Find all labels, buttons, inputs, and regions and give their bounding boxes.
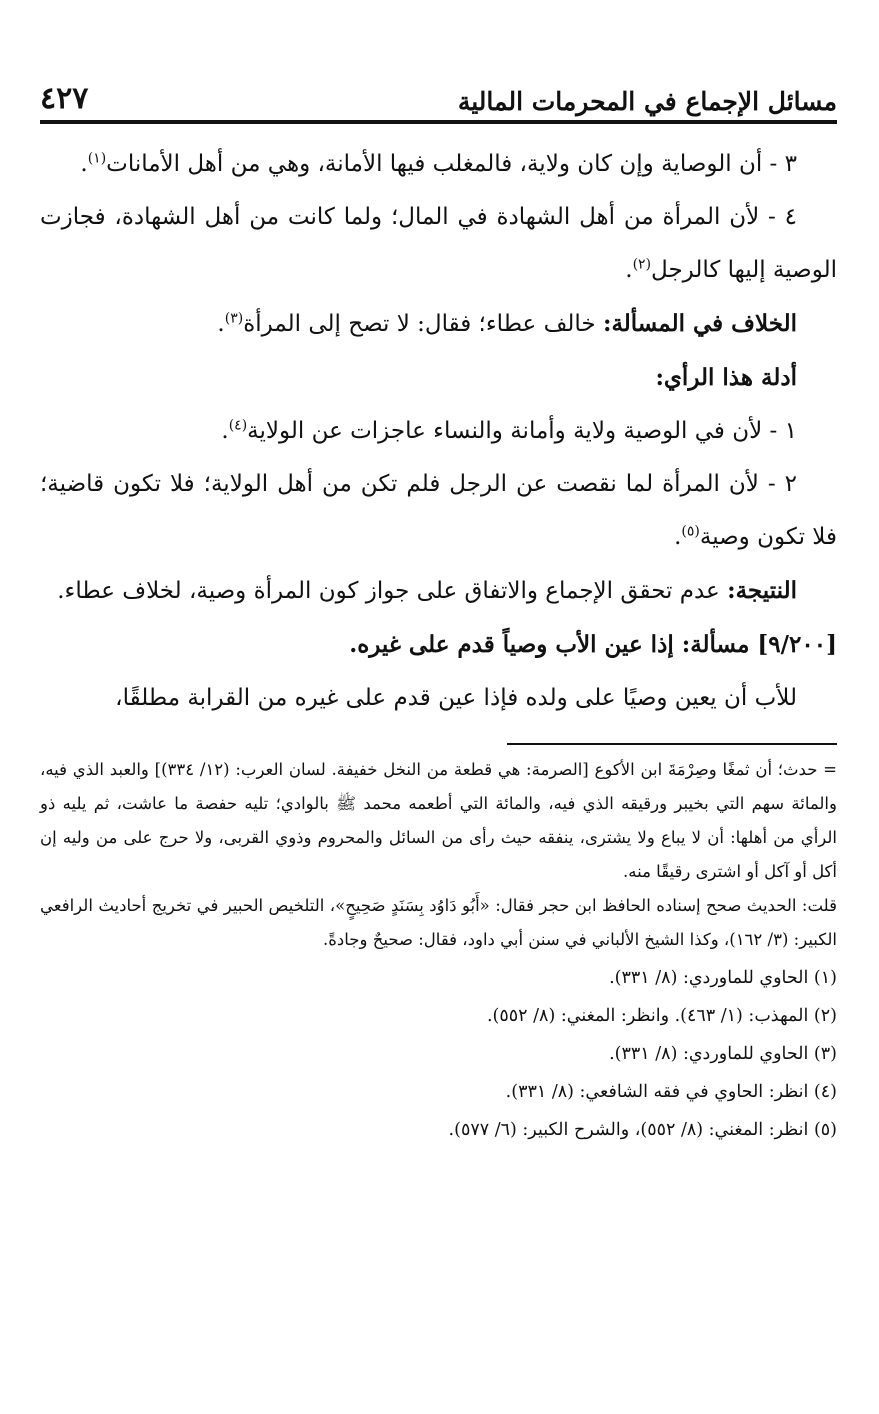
paragraph-evidence-2: ٢ - لأن المرأة لما نقصت عن الرجل فلم تكن من أهل الولاية؛ فلا تكون قاضية؛ فلا تكون وصية$^{(٥)}$. bbox=[40, 471, 837, 550]
footnote-marker: (٣) bbox=[224, 310, 244, 327]
page-header bbox=[40, 70, 837, 124]
footnote-ref-1: (١) الحاوي للماوردي: (٨/ ٣٣١). bbox=[609, 968, 837, 988]
section-label: أدلة هذا الرأي: bbox=[655, 364, 797, 391]
footnote-marker: (١) bbox=[87, 150, 107, 167]
paragraph-result: النتيجة: عدم تحقق الإجماع والاتفاق على جواز كون المرأة وصية، لخلاف عطاء. bbox=[57, 577, 797, 604]
paragraph-evidence-1: ١ - لأن في الوصية ولاية وأمانة والنساء عاجزات عن الولاية$^{(٤)}$. bbox=[221, 417, 797, 444]
main-text bbox=[40, 138, 837, 725]
footnote-marker: (٤) bbox=[228, 417, 248, 434]
footnote-comment: قلت: الحديث صحح إسناده الحافظ ابن حجر فقال: «أَبُو دَاوُد بِسَنَدٍ صَحِيحٍ»، التلخيص الحبير في تخريج أحاديث الرافعي الكبير: (٣/ ١٦٢)، وكذا الشيخ الألباني في سنن أبي داود، فقال: صحيحٌ وجادةً. bbox=[40, 896, 837, 949]
footnote-ref-2: (٢) المهذب: (١/ ٤٦٣). وانظر: المغني: (٨/ ٥٥٢). bbox=[486, 1006, 837, 1026]
footnotes bbox=[40, 753, 837, 1149]
paragraph-point-4: ٤ - لأن المرأة من أهل الشهادة في المال؛ ولما كانت من أهل الشهادة، فجازت الوصية إليها كالرجل$^{(٢)}$. bbox=[40, 204, 837, 283]
paragraph-issue-text: للأب أن يعين وصيًا على ولده فإذا عين قدم على غيره من القرابة مطلقًا، bbox=[115, 685, 797, 711]
section-label: الخلاف في المسألة: bbox=[602, 310, 797, 337]
issue-heading: [٩/٢٠٠] مسألة: إذا عين الأب وصياً قدم على غيره. bbox=[349, 631, 837, 658]
footnote-marker: (٢) bbox=[632, 256, 652, 273]
footnote-continued: = حدث؛ أن ثمغًا وصِرْمَةَ ابن الأكوع [الصرمة: هي قطعة من النخل خفيفة. لسان العرب: (١٢/ ٣٣٤)] والعبد الذي فيه، والمائة سهم التي بخيبر ورقيقه الذي فيه، والمائة التي أطعمه محمد ﷺ بالوادي؛ تليه حفصة ما عاشت، ثم يليه ذو الرأي من أهلها: أن لا يباع ولا يشترى، ينفقه حيث رأى من السائل والمحروم وذوي القربى، ولا حرج على من وليه إن أكل أو آكل أو اشترى رقيقًا منه. bbox=[40, 760, 837, 881]
page-number: ٤٢٧ bbox=[40, 81, 89, 116]
paragraph-disagreement: الخلاف في المسألة: خالف عطاء؛ فقال: لا تصح إلى المرأة$^{(٣)}$. bbox=[217, 310, 797, 337]
paragraph-point-3: ٣ - أن الوصاية وإن كان ولاية، فالمغلب فيها الأمانة، وهي من أهل الأمانات$^{(١)}$. bbox=[80, 150, 797, 177]
footnote-ref-5: (٥) انظر: المغني: (٨/ ٥٥٢)، والشرح الكبير: (٦/ ٥٧٧). bbox=[448, 1120, 837, 1140]
section-label: النتيجة: bbox=[727, 577, 797, 604]
running-title: مسائل الإجماع في المحرمات المالية bbox=[457, 87, 837, 116]
footnote-references bbox=[40, 959, 837, 1149]
footnote-ref-4: (٤) انظر: الحاوي في فقه الشافعي: (٨/ ٣٣١). bbox=[505, 1082, 837, 1102]
footnote-marker: (٥) bbox=[681, 523, 700, 540]
footnote-divider bbox=[507, 743, 837, 745]
paragraph-evidence-heading bbox=[40, 351, 837, 405]
footnote-ref-3: (٣) الحاوي للماوردي: (٨/ ٣٣١). bbox=[609, 1044, 837, 1064]
